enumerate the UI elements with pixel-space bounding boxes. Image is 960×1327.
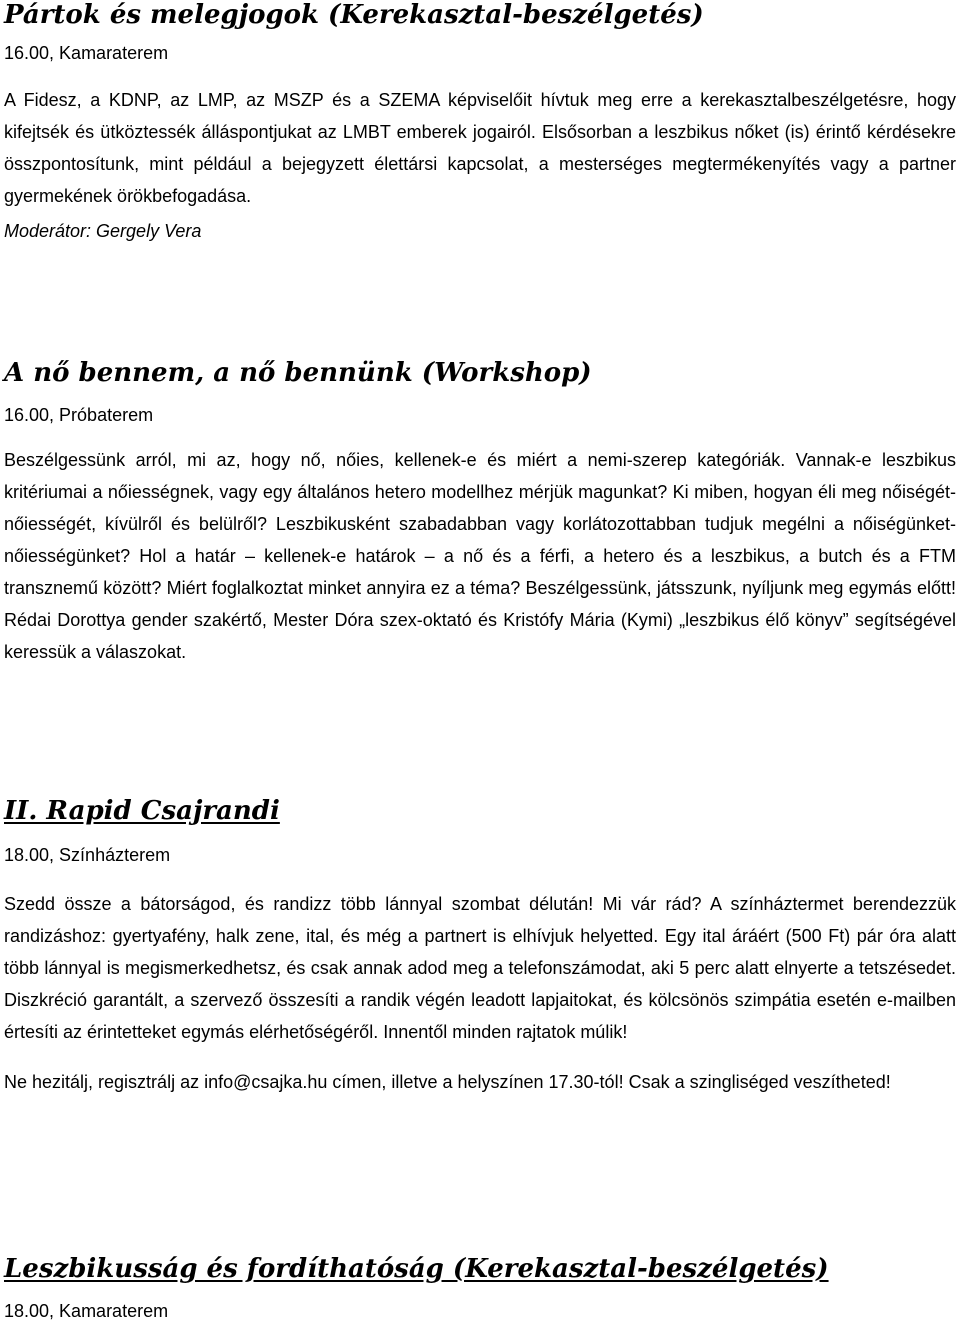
section-title: II. Rapid Csajrandi <box>4 796 280 826</box>
section-title: Pártok és melegjogok (Kerekasztal-beszélgetés) <box>4 0 704 30</box>
section-description: A Fidesz, a KDNP, az LMP, az MSZP és a SZEMA képviselőit hívtuk meg erre a kerekasztalbeszélgetésre, hogy kifejtsék és ütköztessék álláspontjukat az LMBT emberek jogairól. Elsősorban a leszbikus nőket (is) érintő kérdésekre összpontosítunk, mint például a bejegyzett élettársi kapcsolat, a mesterséges megtermékenyítés vagy a partner gyermekének örökbefogadása. <box>4 90 956 206</box>
section-title: A nő bennem, a nő bennünk (Workshop) <box>4 358 592 388</box>
section-description: Beszélgessünk arról, mi az, hogy nő, nőies, kellenek-e és miért a nemi-szerep kategóriák. Vannak-e leszbikus kritériumai a nőiességnek, vagy egy általános hetero modellhez mérjük magunkat? Ki miben, hogyan éli meg nőiségét-nőiességét, kívülről és belülről? Leszbikusként szabadabban vagy korlátozottabban tudjuk megélni a nőiségünket-nőiességünket? Hol a határ – kellenek-e határok – a nő és a férfi, a hetero és a leszbikus, a butch és a FTM transznemű között? Miért foglalkoztat minket annyira ez a téma? Beszélgessünk, játsszunk, nyíljunk meg egymás előtt! Rédai Dorottya gender szakértő, Mester Dóra szex-oktató és Kristófy Mária (Kymi) „leszbikus élő könyv” segítségével keressük a válaszokat. <box>4 450 956 662</box>
section-moderator: Moderátor: Gergely Vera <box>4 221 202 241</box>
section-time-location: 18.00, Kamaraterem <box>4 1301 169 1321</box>
section-time-location: 18.00, Színházterem <box>4 845 171 865</box>
section-title: Leszbikusság és fordíthatóság (Kerekasztal-beszélgetés) <box>4 1254 829 1284</box>
section-rapid-csajrandi <box>4 796 956 1098</box>
section-partok <box>4 0 956 244</box>
section-time-location: 16.00, Kamaraterem <box>4 43 169 63</box>
section-leszbikussag <box>4 1254 956 1324</box>
section-registration-note: Ne hezitálj, regisztrálj az info@csajka.hu címen, illetve a helyszínen 17.30-tól! Csak a szingliséged veszítheted! <box>4 1072 891 1092</box>
section-description: Szedd össze a bátorságod, és randizz több lánnyal szombat délután! Mi vár rád? A színháztermet berendezzük randizáshoz: gyertyafény, halk zene, ital, és még a partnert is elhívjuk helyetted. Egy ital áráért (500 Ft) pár óra alatt több lánnyal is megismerkedhetsz, és csak annak adod meg a telefonszámodat, aki 5 perc alatt elnyerte a tetszésedet. Diszkréció garantált, a szervező összesíti a randik végén leadott lapjaitokat, és kölcsönös szimpátia esetén e-mailben értesíti az érintetteket egymás elérhetőségéről. Innentől minden rajtatok múlik! <box>4 894 956 1042</box>
section-no-bennem <box>4 358 956 668</box>
section-time-location: 16.00, Próbaterem <box>4 405 154 425</box>
